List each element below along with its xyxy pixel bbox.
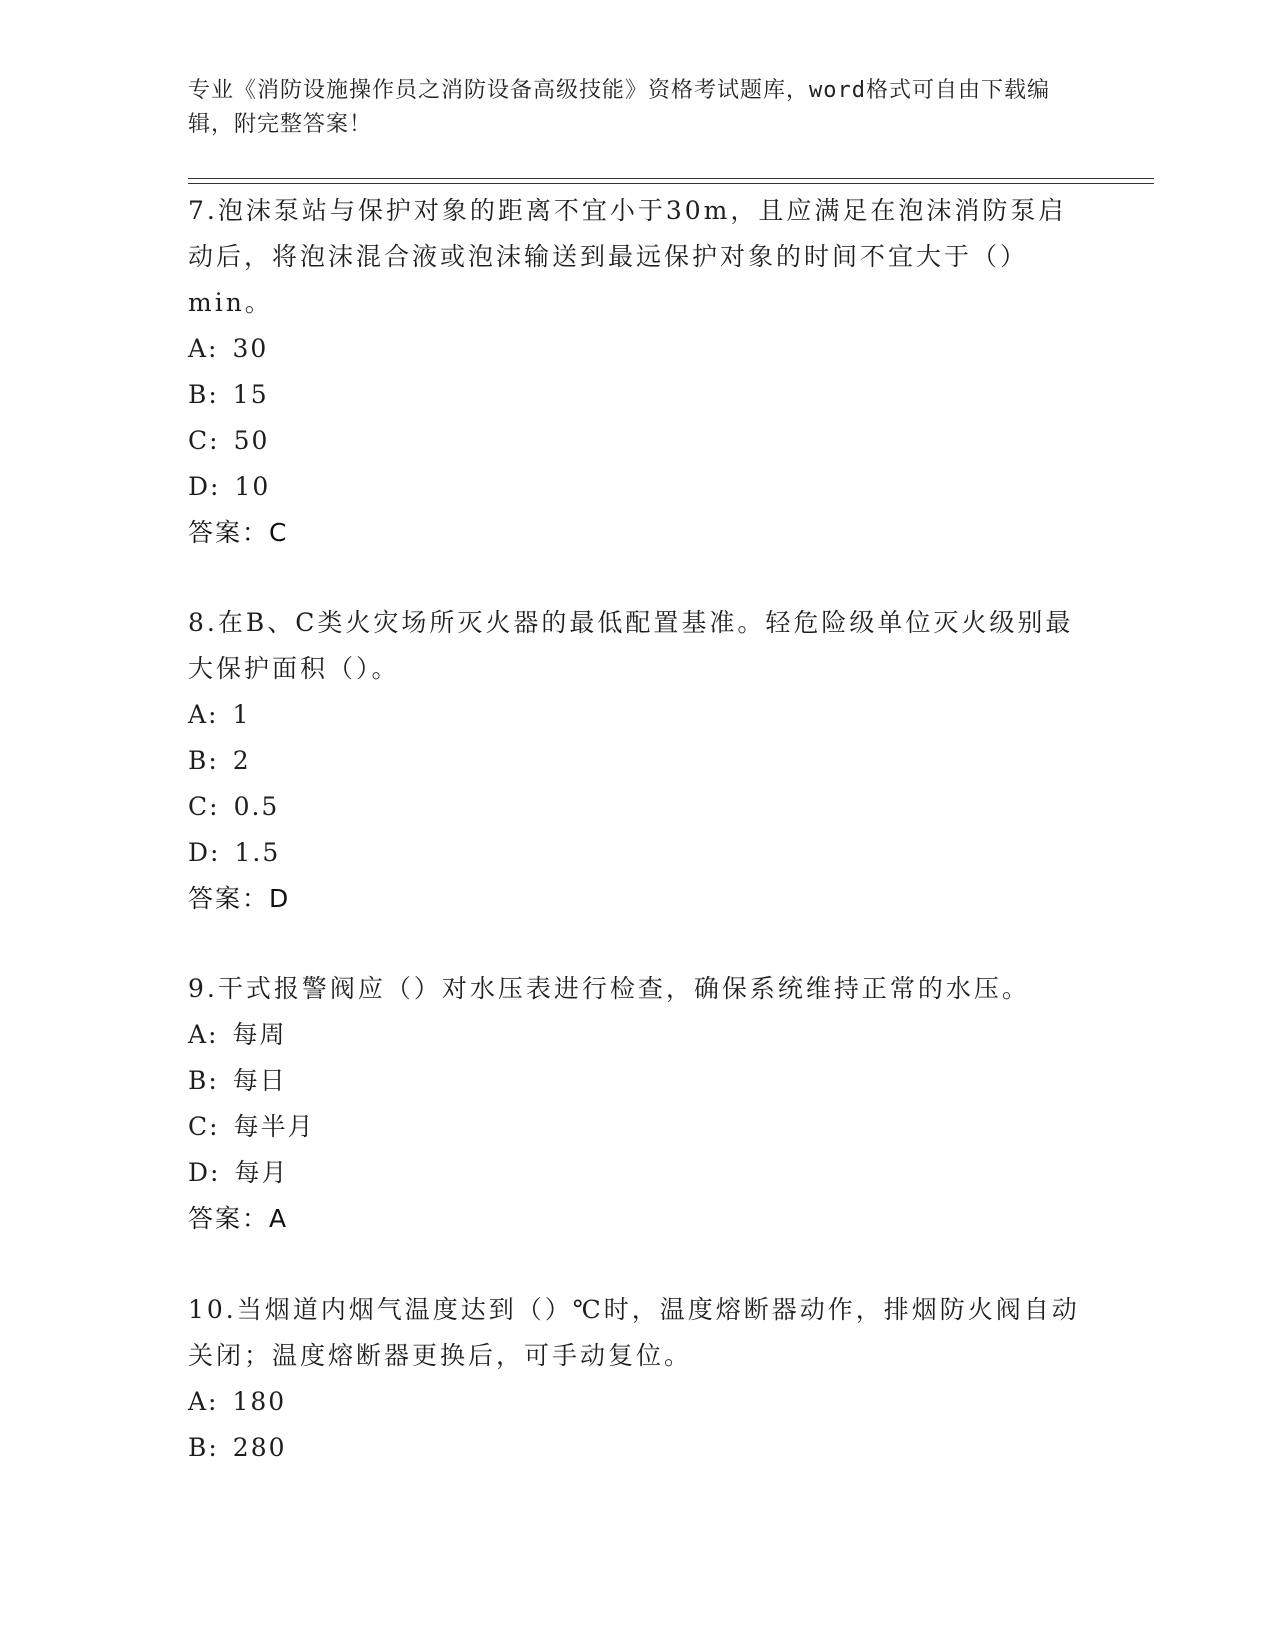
question-10 [188,1287,1088,1471]
option-value: 50 [233,426,270,455]
option-label: B: [188,1433,219,1462]
option-c [188,418,1088,464]
question-text: 10.当烟道内烟气温度达到（）℃时，温度熔断器动作，排烟防火阀自动关闭；温度熔断器更换后，可手动复位。 [188,1295,1080,1370]
option-label: D: [188,838,221,867]
question-text: 8.在B、C类火灾场所灭火器的最低配置基准。轻危险级单位灭火级别最大保护面积（）。 [188,608,1074,683]
option-a [188,692,1088,738]
option-label: A: [188,334,219,363]
header-rule-top [188,178,1154,179]
option-d [188,830,1088,876]
option-value: 每周 [232,1020,287,1049]
option-value: 1.5 [234,838,281,867]
option-a [188,1379,1088,1425]
option-label: B: [188,1066,219,1095]
question-7 [188,188,1088,556]
option-d [188,464,1088,510]
option-d [188,1150,1088,1196]
question-text: 9.干式报警阀应（）对水压表进行检查，确保系统维持正常的水压。 [188,974,1030,1003]
answer-line [188,1196,1088,1242]
option-c [188,784,1088,830]
answer-value: D [269,884,291,913]
option-label: A: [188,1020,219,1049]
answer-line [188,876,1088,922]
answer-label: 答案： [188,518,270,547]
answer-value: C [269,518,289,547]
option-value: 280 [232,1433,287,1462]
option-label: A: [188,1387,219,1416]
option-label: A: [188,700,219,729]
option-value: 15 [232,380,269,409]
option-value: 10 [234,472,271,501]
answer-line [188,510,1088,556]
header-rule-bottom [188,183,1154,184]
question-9 [188,966,1088,1242]
option-label: C: [188,792,220,821]
answer-value: A [269,1204,289,1233]
option-label: D: [188,472,221,501]
answer-label: 答案： [188,1204,270,1233]
option-b [188,1425,1088,1471]
document-header: 专业《消防设施操作员之消防设备高级技能》资格考试题库，word格式可自由下载编辑，附完整答案！ [188,78,1050,137]
option-b [188,372,1088,418]
option-b [188,1058,1088,1104]
option-label: B: [188,746,219,775]
option-label: B: [188,380,219,409]
question-8 [188,600,1088,922]
question-text: 7.泡沫泵站与保护对象的距离不宜小于30m，且应满足在泡沫消防泵启动后，将泡沫混合液或泡沫输送到最远保护对象的时间不宜大于（）min。 [188,196,1067,317]
option-value: 0.5 [233,792,280,821]
option-label: C: [188,1112,220,1141]
option-label: D: [188,1158,221,1187]
option-b [188,738,1088,784]
option-a [188,326,1088,372]
option-value: 1 [232,700,251,729]
option-c [188,1104,1088,1150]
option-value: 每日 [232,1066,287,1095]
option-value: 30 [232,334,269,363]
answer-label: 答案： [188,884,270,913]
option-value: 每半月 [233,1112,315,1141]
option-a [188,1012,1088,1058]
option-value: 每月 [234,1158,289,1187]
option-value: 2 [232,746,251,775]
option-value: 180 [232,1387,287,1416]
option-label: C: [188,426,220,455]
